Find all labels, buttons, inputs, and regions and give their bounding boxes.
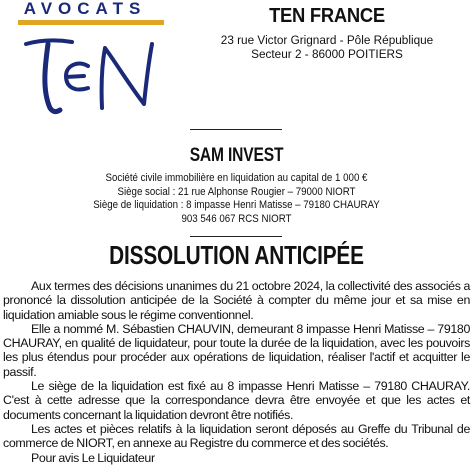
paragraph-liquidator: Elle a nommé M. Sébastien CHAUVIN, demeurant 8 impasse Henri Matisse – 79180 CHAURAY, en qualité de liquidateur, pour toute la durée de la liquidation, avec les pouvoirs les plus étendus pour procéder aux opérations de liquidation, réaliser l'actif et acquitter le passif. <box>3 321 470 379</box>
logo-gold-bar <box>18 20 164 25</box>
notice-title: DISSOLUTION ANTICIPÉE <box>109 240 364 270</box>
company-registered-office: Siège social : 21 rue Alphonse Rougier – 79000 NIORT <box>117 185 356 198</box>
avocats-ten-logo <box>2 0 168 118</box>
paragraph-decision: Aux termes des décisions unanimes du 21 octobre 2024, la collectivité des associés a prononcé la dissolution anticipée de la Société à compter du même jour et sa mise en liquidation amiable sous le régime conventionnel. <box>3 279 470 322</box>
paragraph-filing: Les actes et pièces relatifs à la liquidation seront déposés au Greffe du Tribunal de commerce de NIORT, en annexe au Registre du commerce et des sociétés. <box>3 421 470 451</box>
firm-name: TEN FRANCE <box>269 5 385 27</box>
separator-rule-top <box>190 129 282 130</box>
company-legal-form: Société civile immobilière en liquidation au capital de 1 000 € <box>105 172 368 184</box>
paragraph-signature: Pour avis Le Liquidateur <box>31 450 155 465</box>
firm-address-line-2: Secteur 2 - 86000 POITIERS <box>251 47 403 61</box>
company-liquidation-office: Siège de liquidation : 8 impasse Henri Matisse – 79180 CHAURAY <box>93 199 380 212</box>
paragraph-liquidation-seat: Le siège de la liquidation est fixé au 8 impasse Henri Matisse – 79180 CHAURAY. C'est à cette adresse que la correspondance devra être envoyée et que les actes et documents concernant la liquidation devront être notifiés. <box>3 379 470 422</box>
notice-body <box>3 279 470 465</box>
logo-letter-e <box>66 64 88 90</box>
firm-header <box>186 4 468 61</box>
company-block <box>0 145 473 226</box>
logo-letter-n <box>102 44 152 108</box>
logo-wordmark: AVOCATS <box>23 0 147 18</box>
logo-letter-t-stem <box>45 44 60 112</box>
firm-logo <box>2 0 168 118</box>
separator-rule-bottom <box>190 236 282 237</box>
logo-monogram-ten <box>26 40 152 111</box>
firm-address-line-1: 23 rue Victor Grignard - Pôle République <box>220 33 434 47</box>
company-name: SAM INVEST <box>189 145 284 166</box>
company-rcs-number: 903 546 067 RCS NIORT <box>181 212 292 225</box>
